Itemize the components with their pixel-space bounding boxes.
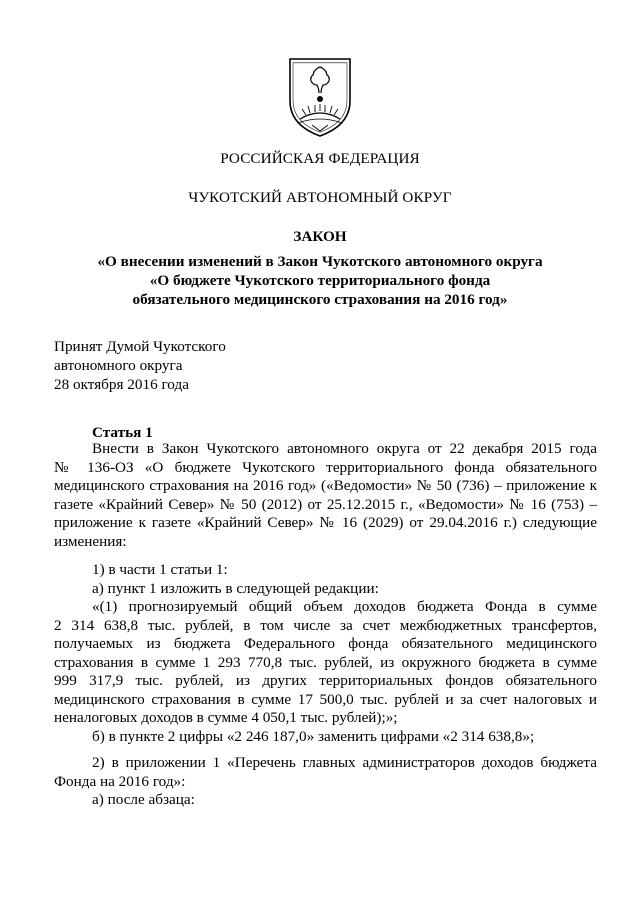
coat-of-arms-emblem	[284, 55, 356, 139]
article-intro-paragraph	[54, 440, 597, 551]
paragraph-line: газете «Крайний Север» № 50 (2012) от 25.12.2015 г., «Ведомости» № 16 (753) –	[54, 495, 597, 513]
item-1	[54, 561, 597, 746]
paragraph-line: медицинского страхования на 2016 год» («Ведомости» № 50 (736) – приложение к	[54, 477, 597, 494]
item-2-subitem-a: а) после абзаца:	[92, 791, 195, 808]
quote-line: 999 317,9 тыс. рублей, из других территориальных фондов обязательного	[54, 672, 597, 689]
adoption-line: автономного округа	[54, 357, 183, 374]
item-2-line: 2) в приложении 1 «Перечень главных администраторов доходов бюджета	[92, 754, 597, 771]
law-title-line: «О бюджете Чукотского территориального фонда	[149, 272, 491, 289]
quote-line: медицинского страхования в сумме 17 500,0 тыс. рублей и за счет налоговых и	[54, 690, 597, 708]
quote-line: неналоговых доходов в сумме 4 050,1 тыс. рублей);»;	[54, 709, 398, 726]
quote-line: страхования в сумме 1 293 770,8 тыс. рублей, из окружного бюджета в сумме	[54, 653, 597, 671]
adoption-line: Принят Думой Чукотского	[54, 338, 226, 355]
article-heading: Статья 1	[92, 424, 153, 441]
paragraph-line: приложение к газете «Крайний Север» № 16 (2029) от 29.04.2016 г.) следующие	[54, 514, 597, 531]
item-2	[54, 754, 597, 810]
quote-line: получаемых из бюджета Федерального фонда обязательного медицинского	[54, 635, 597, 652]
document-type-heading: ЗАКОН	[293, 228, 347, 245]
country-heading: РОССИЙСКАЯ ФЕДЕРАЦИЯ	[220, 150, 420, 167]
paragraph-line: № 136-ОЗ «О бюджете Чукотского территориального фонда обязательного	[54, 458, 597, 476]
item-1-subitem-a: а) пункт 1 изложить в следующей редакции:	[92, 579, 379, 597]
item-1-subitem-b: б) в пункте 2 цифры «2 246 187,0» заменить цифрами «2 314 638,8»;	[92, 727, 535, 745]
item-2-line: Фонда на 2016 год»:	[54, 772, 186, 790]
law-title-line: обязательного медицинского страхования на 2016 год»	[132, 291, 508, 308]
region-heading: ЧУКОТСКИЙ АВТОНОМНЫЙ ОКРУГ	[188, 189, 452, 206]
law-title	[0, 252, 640, 309]
law-title-line: «О внесении изменений в Закон Чукотского автономного округа	[97, 253, 543, 270]
item-1-heading: 1) в части 1 статьи 1:	[92, 561, 228, 578]
adoption-note	[54, 337, 226, 394]
adoption-date: 28 октября 2016 года	[54, 376, 189, 393]
paragraph-line: изменения:	[54, 532, 127, 550]
quote-line: 2 314 638,8 тыс. рублей, в том числе за счет межбюджетных трансфертов,	[54, 616, 597, 634]
paragraph-line: Внести в Закон Чукотского автономного округа от 22 декабря 2015 года	[92, 440, 597, 457]
quote-line: «(1) прогнозируемый общий объем доходов бюджета Фонда в сумме	[92, 598, 597, 615]
